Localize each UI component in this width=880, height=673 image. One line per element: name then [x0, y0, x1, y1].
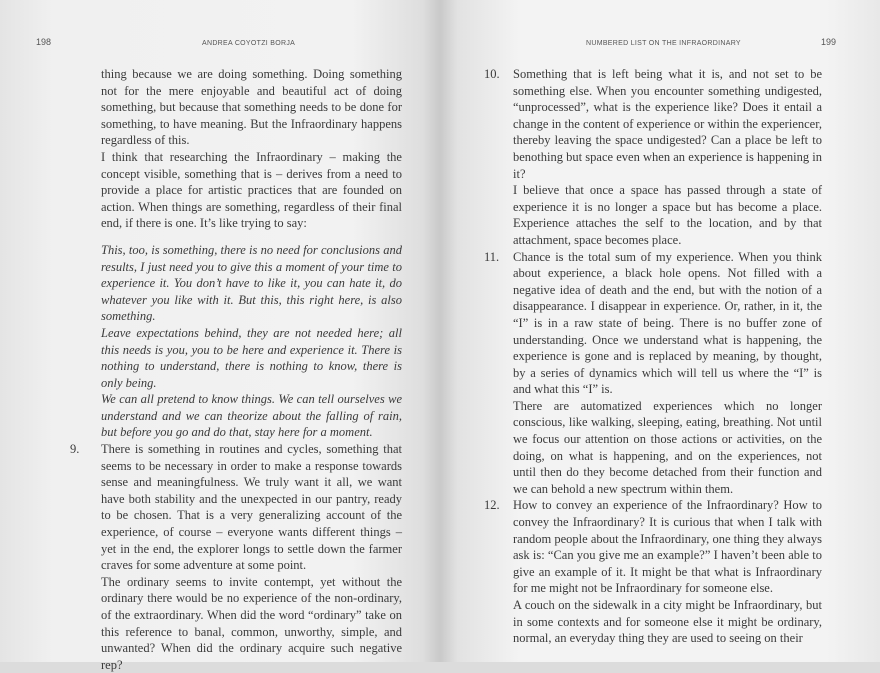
body-text: [484, 66, 822, 647]
list-item-number: 12.: [484, 498, 500, 513]
paragraph: I believe that once a space has passed through a state of experience it is no longer a space but has become a place. Experience attaches the self to the location, and by that attachment, space becomes place.: [513, 183, 822, 247]
list-item: [484, 249, 822, 498]
list-item-number: 10.: [484, 67, 500, 81]
list-item: [70, 441, 402, 673]
list-item-number: 9.: [70, 442, 80, 457]
paragraph: How to convey an experience of the Infraordinary? How to convey the Infraordinary? It is curious that when I talk with random people about the Infraordinary, one thing they always ask is: “Can you give me an example?” I haven’t been able to give an example of it. It might be that what is Infraordinary for me might not be Infraordinary for someone else.: [513, 498, 822, 596]
paragraph: A couch on the sidewalk in a city might be Infraordinary, but in some contexts and for someone else it might be ordinary, normal, an everyday thing they are used to seeing on their: [513, 598, 822, 646]
page-number: 198: [36, 37, 52, 47]
paragraph: There is something in routines and cycles, something that seems to be necessary in order to make a response towards sense and meaningfulness. We truly want it all, we want have both stability and the unexpected in our pantry, ready to be chosen. That is a very generalizing account of the experience, of course – everyone wants different things – yet in the end, the explorer longs to settle down the farmer craves for some adventure at some point.: [101, 442, 402, 573]
running-head: NUMBERED LIST ON THE INFRAORDINARY: [586, 40, 741, 47]
paragraph: thing because we are doing something. Doing something not for the mere enjoyable and beautiful act of doing something, but because that something needs to be done for something, to have meaning. But the Infraordinary happens regardless of this.: [101, 67, 402, 148]
paragraph: There are automatized experiences which no longer conscious, like walking, sleeping, eating, breathing. Not until we focus our attention on those actions or activities, on the doing, on what is happening, and on the experiences, not until then do they become detached from their function and we can behold a new spectrum within them.: [513, 398, 822, 496]
right-page: [440, 0, 880, 662]
left-page: [0, 0, 440, 672]
paragraph: Something that is left being what it is, and not set to be something else. When you encounter something undigested, “unprocessed”, what is the experience like? Does it entail a change in the content of experience or within the experiencer, thereby leaving the space undigested? Can a place be left to benothing but space even when an experience is happening in it?: [513, 67, 822, 181]
paragraph: I think that researching the Infraordinary – making the concept visible, something that is – derives from a need to provide a place for artistic practices that are founded on action. When things are something, regardless of their final end, if there is one. It’s like trying to say:: [101, 149, 402, 231]
page-number: 199: [820, 37, 836, 47]
paragraph: Chance is the total sum of my experience. When you think about experience, a black hole opens. Not filled with a negative idea of death and the end, but with the notion of a disappearance. I disappear in experience. Or, rather, in it, the “I” is in a raw state of being. There is no buffer zone of understanding. Once we understand what is happening, the experience is gone and is replaced by meaning, by thought, by a series of dynamics which will tell us where the “I” is and what this “I” is.: [513, 249, 822, 397]
list-item: [484, 497, 822, 646]
quote-paragraph: This, too, is something, there is no need for conclusions and results, I just need you to give this a moment of your time to experience it. You don’t have to like it, you can hate it, do whatever you like with it. But this, this right here, is also something.: [101, 242, 402, 324]
quote-paragraph: We can all pretend to know things. We can tell ourselves we understand and we can theorize about the falling of rain, but before you go and do that, stay here for a moment.: [101, 392, 402, 440]
paragraph: The ordinary seems to invite contempt, yet without the ordinary there would be no experience of the non-ordinary, of the extraordinary. When did the word “ordinary” take on this reference to banal, common, unworthy, simple, and unwanted? When did the ordinary acquire such negative rep?: [101, 574, 402, 672]
running-head: ANDREA COYOTZI BORJA: [202, 40, 296, 47]
body-text: [70, 66, 402, 673]
quote-paragraph: Leave expectations behind, they are not needed here; all this needs is you, you to be here and experience it. There is nothing to understand, there is nothing to know, there is only being.: [101, 325, 402, 390]
list-item-number: 11.: [484, 249, 500, 264]
list-item: [484, 66, 822, 249]
